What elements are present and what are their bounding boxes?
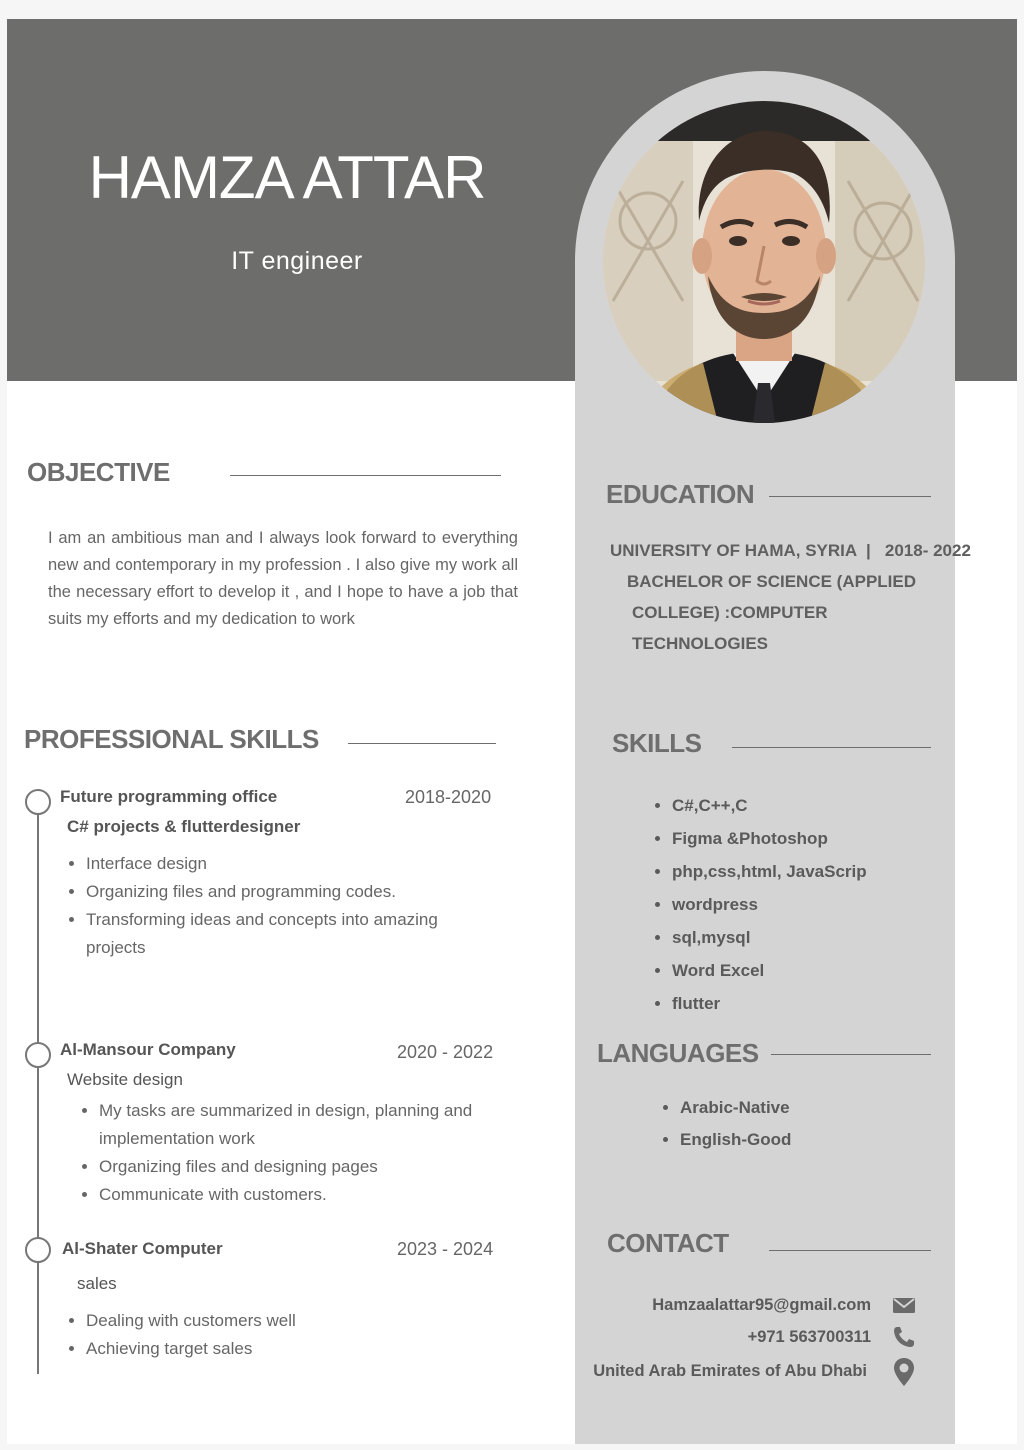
job-task: • Organizing files and programming codes. xyxy=(86,878,466,906)
education-university: UNIVERSITY OF HAMA, SYRIA | 2018- 2022 xyxy=(610,541,971,560)
language-item: • Arabic-Native xyxy=(680,1092,791,1124)
job-task-list xyxy=(79,1097,479,1209)
professional-skills-heading: PROFESSIONAL SKILLS xyxy=(24,724,319,754)
language-item: • English-Good xyxy=(680,1124,791,1156)
skill-item: • sql,mysql xyxy=(672,921,867,954)
contact-rule xyxy=(769,1250,931,1251)
languages-list xyxy=(660,1092,791,1156)
profile-photo xyxy=(603,101,925,423)
job-task-list xyxy=(66,1307,466,1363)
skill-item: • wordpress xyxy=(672,888,867,921)
job-task: • Interface design xyxy=(86,850,466,878)
skill-item: • php,css,html, JavaScrip xyxy=(672,855,867,888)
education-details xyxy=(602,535,971,659)
person-name: HAMZA ATTAR xyxy=(88,144,486,211)
phone-icon xyxy=(891,1324,917,1350)
skills-rule xyxy=(732,747,931,748)
job-role: Website design xyxy=(67,1070,183,1089)
job-task: • My tasks are summarized in design, planning and implementation work xyxy=(99,1097,479,1153)
job-task: • Organizing files and designing pages xyxy=(99,1153,479,1181)
job-task: • Communicate with customers. xyxy=(99,1181,479,1209)
timeline-dot xyxy=(25,1237,51,1263)
mail-icon xyxy=(891,1292,917,1318)
timeline-dot xyxy=(25,789,51,815)
job-years: 2018-2020 xyxy=(405,787,492,807)
professional-skills-rule xyxy=(348,743,496,744)
job-company: Future programming office xyxy=(60,787,278,806)
contact-phone[interactable]: +971 563700311 xyxy=(747,1327,871,1346)
skill-item: • C#,C++,C xyxy=(672,789,867,822)
languages-heading: LANGUAGES xyxy=(597,1038,759,1068)
languages-rule xyxy=(771,1054,931,1055)
job-role: sales xyxy=(77,1274,117,1293)
education-rule xyxy=(769,496,931,497)
skills-heading: SKILLS xyxy=(612,728,702,758)
job-task: • Transforming ideas and concepts into amazing projects xyxy=(86,906,466,962)
contact-location: United Arab Emirates of Abu Dhabi xyxy=(593,1361,867,1380)
timeline-dot xyxy=(25,1042,51,1068)
job-company: Al-Shater Computer xyxy=(62,1239,223,1258)
job-company: Al-Mansour Company xyxy=(60,1040,236,1059)
objective-heading: OBJECTIVE xyxy=(27,457,170,487)
skill-item: • Word Excel xyxy=(672,954,867,987)
job-title: IT engineer xyxy=(231,247,363,275)
skill-item: • flutter xyxy=(672,987,867,1020)
skill-item: • Figma &Photoshop xyxy=(672,822,867,855)
job-years: 2020 - 2022 xyxy=(397,1042,494,1062)
timeline-line xyxy=(37,814,39,1374)
resume-page xyxy=(7,19,1017,1444)
skills-list xyxy=(652,789,867,1020)
objective-text: I am an ambitious man and I always look forward to everything new and contemporary in my profession . I also give my work all the necessary effort to develop it , and I hope to have a job that suits my efforts and my dedication to work xyxy=(48,529,518,628)
contact-email[interactable]: Hamzaalattar95@gmail.com xyxy=(652,1295,871,1314)
objective-rule xyxy=(230,475,501,476)
contact-heading: CONTACT xyxy=(607,1228,729,1258)
education-heading: EDUCATION xyxy=(606,479,755,509)
job-task: • Achieving target sales xyxy=(86,1335,466,1363)
job-years: 2023 - 2024 xyxy=(397,1239,494,1259)
location-pin-icon xyxy=(891,1356,917,1388)
job-task: • Dealing with customers well xyxy=(86,1307,466,1335)
education-degree-line2: COLLEGE) :COMPUTER TECHNOLOGIES xyxy=(632,603,828,653)
job-task-list xyxy=(66,850,466,962)
education-degree-line1: BACHELOR OF SCIENCE (APPLIED xyxy=(627,572,917,591)
job-role: C# projects & flutterdesigner xyxy=(67,817,301,836)
